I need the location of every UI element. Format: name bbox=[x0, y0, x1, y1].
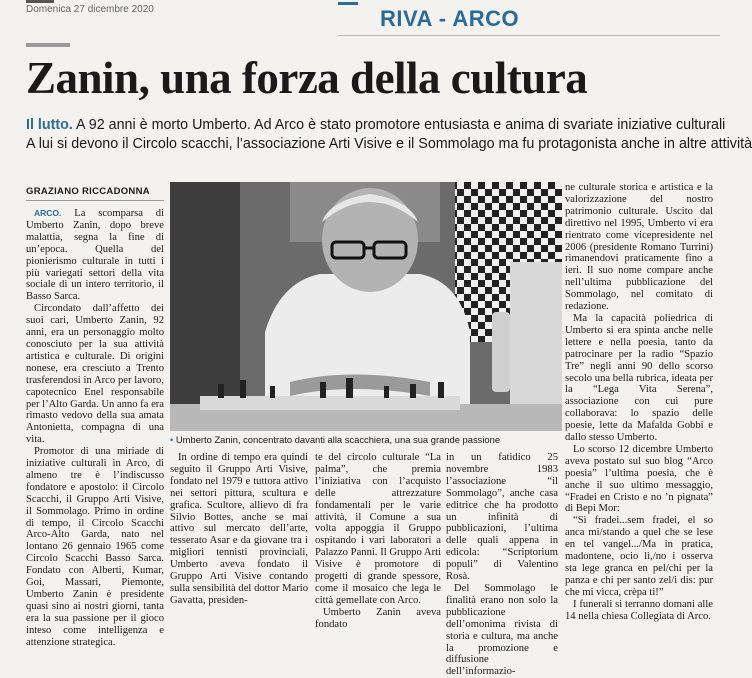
top-rule bbox=[26, 0, 54, 3]
dateline: ARCO. bbox=[34, 208, 62, 218]
kicker-bar bbox=[26, 43, 70, 47]
byline-rule bbox=[26, 200, 164, 201]
summary-line-1: A 92 anni è morto Umberto. Ad Arco è stato promotore entusiasta e anima di svariate iniziative culturali bbox=[76, 117, 726, 133]
article-photo bbox=[170, 182, 562, 431]
col5-paragraph-5: I funerali si terranno domani alle 14 nella chiesa Collegiata di Arco. bbox=[565, 598, 713, 622]
col5-paragraph-2: Ma la capacità poliedrica di Umberto si era spinta anche nelle lettere e nella poesia, tanto da patrocinare per la radio “Spazio Tre” negli anni 90 dello scorso secolo una bella rubrica, ideata per la “Lega Vita Serena”, associazione con cui pure collaborava: lo spazio delle poesie, lette da Mafalda Gobbi e dallo stesso Umberto. bbox=[565, 312, 713, 444]
caption-text: Umberto Zanin, concentrato davanti alla scacchiera, una sua grande passione bbox=[175, 434, 501, 445]
col5-paragraph-4: “Sì fradei...sem fradei, el so anca mi/stando a quel che se lese en tel vangel.../Ma in pratica, madontene, ocio lì,/no i osserva sta lege granca en pel/chi per la panza e chi per santo zel/i dis: pur che mi vìcca, crèpa ti!” bbox=[565, 515, 713, 598]
column-2 bbox=[170, 452, 308, 607]
col3-paragraph-1: te del circolo culturale “La palma”, che premia l’iniziativa con l’acquisto delle attrezzature fondamentali per le varie attività, il Comune a sua volta appoggia il Gruppo ospitando i vari laboratori a Palazzo Panni. Il Gruppo Arti Visive è promotore di progetti di grande spessore, come il mosaico che lega le città gemellate con Arco. bbox=[315, 452, 441, 606]
section-title: RIVA - ARCO bbox=[380, 6, 520, 31]
page-date: Domenica 27 dicembre 2020 bbox=[26, 4, 154, 15]
summary-lead: Il lutto. bbox=[26, 117, 73, 133]
col1-paragraph-3: Promotor di una miriade di iniziative culturali in Arco, di almeno tre è l’indiscusso fondatore e apostolo: il Circolo Scacchi, il Gruppo Arti Visive, il Sommolago. Primo in ordine di tempo, il Circolo Scacchi Arco-Alto Garda, nato nel lontano 26 gennaio 1965 come Circolo Scacchi Basso Sarca. Fondato con Alberti, Kumar, Goi, Massari, Piemonte, Umberto Zanin è presidente quasi sino ai nostri giorni, tanta era la sua passione per il gioco inteso come intelligenza e attenzione strategica. bbox=[26, 446, 164, 648]
caption-bullet-icon: • bbox=[170, 434, 174, 445]
col3-paragraph-2: Umberto Zanin aveva fondato bbox=[315, 606, 441, 630]
column-4 bbox=[446, 452, 558, 678]
col1-paragraph-1: La scomparsa di Umberto Zanin, dopo breve malattia, segna la fine di un’epoca. Quella del pionierismo culturale in tutti i più variegati settori della vita sociale di un intero territorio, il Basso Sarca. bbox=[26, 208, 164, 303]
section-marker bbox=[338, 2, 358, 5]
col5-paragraph-1: ne culturale storica e artistica e la valorizzazione del nostro patrimonio culturale. Uscito dal direttivo nel 1995, Umberto vi era rientrato come vicepresidente nel 2006 (presidente Romano Turrini) rimanendovi praticamente fino a ieri. Il suo nome compare anche nell’ultima pubblicazione del Sommolago, nel comitato di redazione. bbox=[565, 182, 713, 313]
byline: GRAZIANO RICCADONNA bbox=[26, 186, 150, 197]
summary-line-2: A lui si devono il Circolo scacchi, l’associazione Arti Visive e il Sommolago ma fu protagonista anche in altre attività bbox=[26, 136, 752, 152]
chess-player-photo bbox=[170, 182, 562, 431]
column-5 bbox=[565, 182, 713, 623]
col5-paragraph-3: Lo scorso 12 dicembre Umberto aveva postato sul suo blog “Arco poesia” l’ultima poesia, che è anche il suo ultimo messaggio, “Fradei en Cristo e no ’n pignata” di Bepi Mor: bbox=[565, 443, 713, 515]
col2-paragraph-1: In ordine di tempo era quindi seguito il Gruppo Arti Visive, fondato nel 1979 e tuttora attivo nei settori pittura, scultura e grafica. Scultore, allievo di fra Silvio Bottes, anche se mai attivo sul mercato dell’arte, tesserato Asar e da giovane tra i migliori tennisti provinciali, Umberto aveva fondato il Gruppo Arti Visive contando sulla sensibilità del dottor Mario Gavatta, presiden- bbox=[170, 452, 308, 606]
summary bbox=[26, 116, 752, 154]
col4-paragraph-2: Del Sommolago le finalità erano non solo la pubblicazione dell’omonima rivista di storia e cultura, ma anche la promozione e diffusione dell’informazio- bbox=[446, 582, 558, 678]
section-divider bbox=[338, 35, 720, 36]
col1-paragraph-2: Circondato dall’affetto dei suoi cari, Umberto Zanin, 92 anni, era un personaggio molto conosciuto per la sua attività artistica e culturale. Di origini nonese, era cresciuto a Trento trasferendosi in Arco per lavoro, capotecnico Enel responsabile per l’Alto Garda. Un anno fa era rimasto vedovo della sua amata Antonietta, compagna di una vita. bbox=[26, 303, 164, 446]
photo-caption bbox=[170, 434, 562, 445]
col4-paragraph-1: in un fatidico 25 novembre 1983 l’associazione “il Sommolago”, anche casa editrice che ha prodotto un infinità di pubblicazioni, l’ultima delle quali appena in edicola: “Scriptorium populi” di Valentino Rosà. bbox=[446, 452, 558, 583]
headline: Zanin, una forza della cultura bbox=[26, 53, 588, 103]
column-3 bbox=[315, 452, 441, 631]
column-1 bbox=[26, 208, 164, 649]
